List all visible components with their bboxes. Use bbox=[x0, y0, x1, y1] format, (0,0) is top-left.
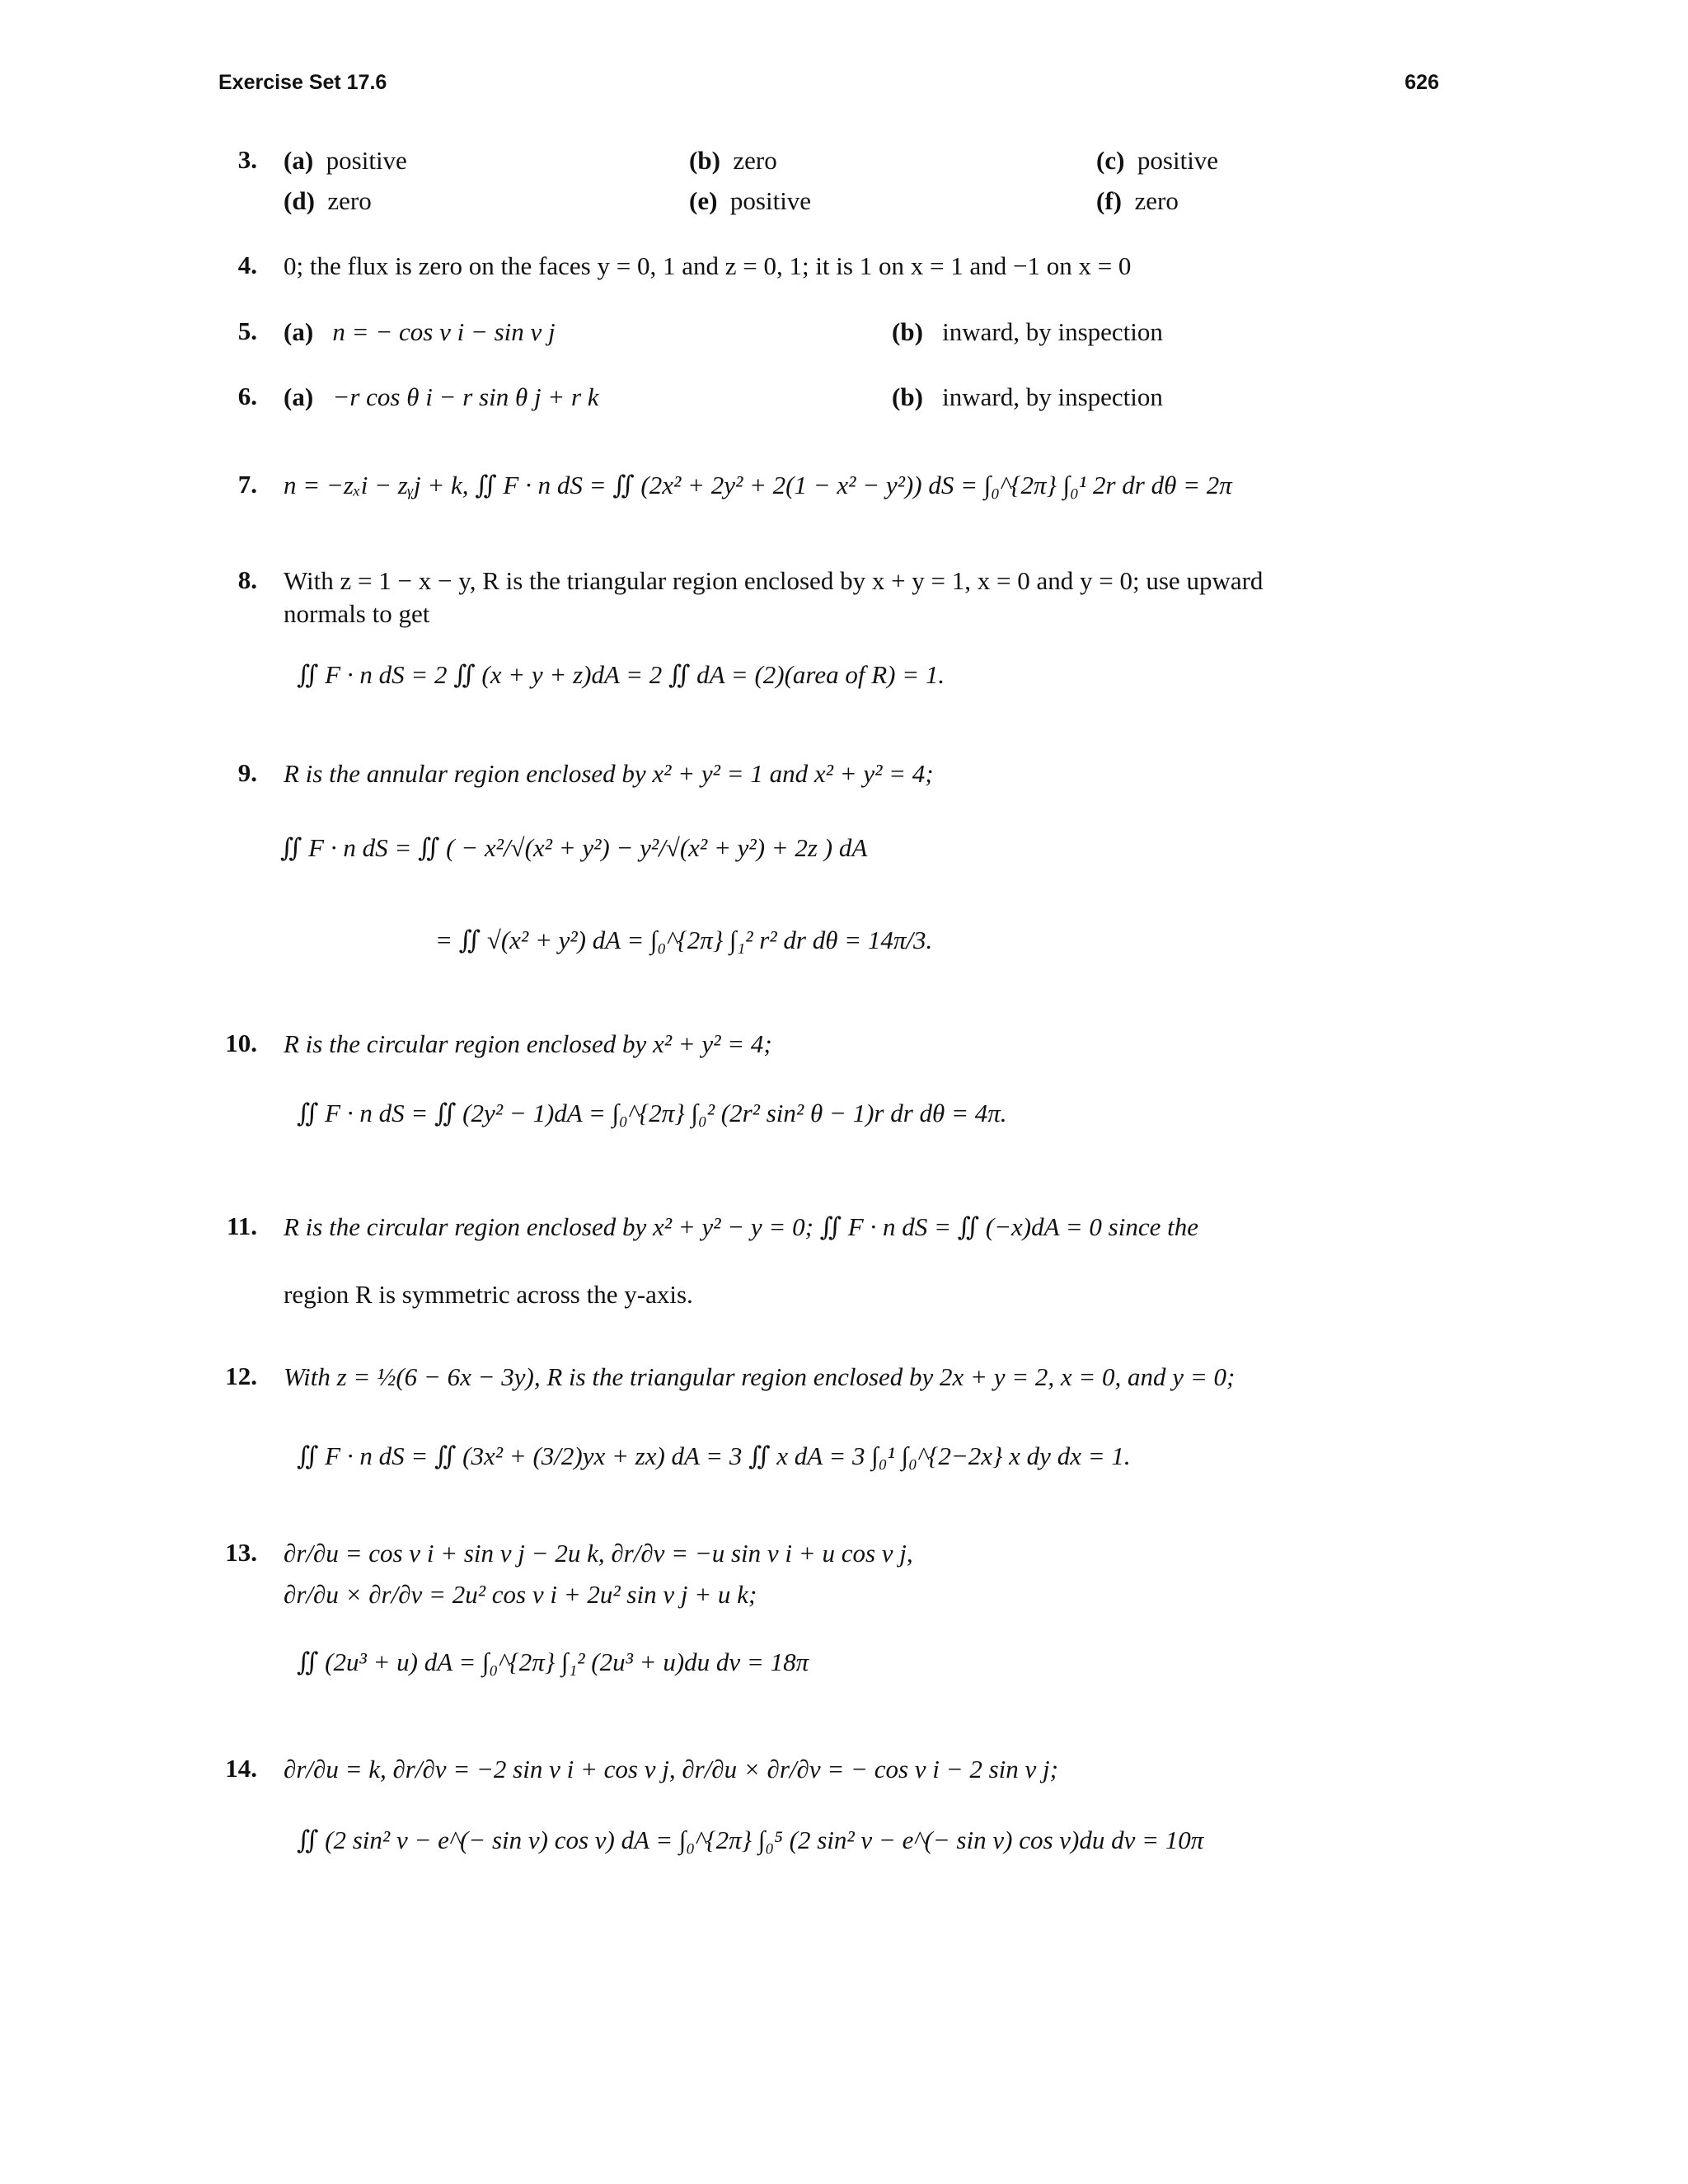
answer-equation: ∬ (2 sin² v − e^(− sin v) cos v) dA = ∫₀^{2π} ∫₀⁵ (2 sin² v − e^(− sin v) cos v)du dv = 10π bbox=[297, 1825, 1204, 1854]
exercise-number: 13. bbox=[225, 1538, 257, 1567]
answer-text: region R is symmetric across the y-axis. bbox=[284, 1280, 693, 1309]
answer-equation: n = −zₓi − zᵧj + k, ∬ F · n dS = ∬ (2x² + 2y² + 2(1 − x² − y²)) dS = ∫₀^{2π} ∫₀¹ 2r dr dθ = 2π bbox=[284, 471, 1232, 499]
page-header bbox=[218, 71, 1439, 104]
answer-text: R is the circular region enclosed by x² + y² − y = 0; ∬ F · n dS = ∬ (−x)dA = 0 since the bbox=[284, 1212, 1198, 1241]
exercise-number: 11. bbox=[226, 1212, 257, 1240]
answer-equation: = ∬ √(x² + y²) dA = ∫₀^{2π} ∫₁² r² dr dθ = 14π/3. bbox=[435, 926, 933, 954]
answer-3d: (d) zero bbox=[284, 186, 372, 215]
answer-text: ∂r/∂u = cos v i + sin v j − 2u k, ∂r/∂v = −u sin v i + u cos v j, bbox=[284, 1539, 913, 1568]
exercise-number: 4. bbox=[237, 251, 257, 279]
exercise-number: 12. bbox=[225, 1361, 257, 1390]
exercise-number: 10. bbox=[225, 1029, 257, 1057]
answer-text: ∂r/∂u × ∂r/∂v = 2u² cos v i + 2u² sin v j + u k; bbox=[284, 1580, 757, 1609]
answer-3b: (b) zero bbox=[689, 146, 777, 175]
answer-equation: ∬ F · n dS = ∬ (3x² + (3/2)yx + zx) dA = 3 ∬ x dA = 3 ∫₀¹ ∫₀^{2−2x} x dy dx = 1. bbox=[297, 1441, 1131, 1470]
answer-3c: (c) positive bbox=[1096, 146, 1219, 175]
answer-text: normals to get bbox=[284, 599, 430, 628]
answer-3e: (e) positive bbox=[689, 186, 812, 215]
exercise-number: 5. bbox=[237, 316, 257, 345]
answer-3f: (f) zero bbox=[1096, 186, 1179, 215]
answer-text: With z = 1 − x − y, R is the triangular region enclosed by x + y = 1, x = 0 and y = 0; use upward bbox=[284, 566, 1264, 595]
answer-equation: ∬ F · n dS = ∬ (2y² − 1)dA = ∫₀^{2π} ∫₀² (2r² sin² θ − 1)r dr dθ = 4π. bbox=[297, 1099, 1007, 1127]
exercise-number: 6. bbox=[237, 382, 257, 410]
answer-text: R is the annular region enclosed by x² + y² = 1 and x² + y² = 4; bbox=[284, 759, 934, 788]
answer-text: ∂r/∂u = k, ∂r/∂v = −2 sin v i + cos v j, ∂r/∂u × ∂r/∂v = − cos v i − 2 sin v j; bbox=[284, 1755, 1058, 1783]
exercise-number: 8. bbox=[237, 565, 257, 594]
answer-equation: ∬ (2u³ + u) dA = ∫₀^{2π} ∫₁² (2u³ + u)du dv = 18π bbox=[297, 1647, 809, 1676]
exercise-number: 14. bbox=[225, 1754, 257, 1783]
page-number: 626 bbox=[1404, 71, 1439, 94]
exercise-number: 9. bbox=[237, 758, 257, 787]
answer-5a: (a) n = − cos v i − sin v j bbox=[284, 317, 556, 346]
answer-text: 0; the flux is zero on the faces y = 0, 1 and z = 0, 1; it is 1 on x = 1 and −1 on x = 0 bbox=[284, 251, 1132, 280]
answer-6a: (a) −r cos θ i − r sin θ j + r k bbox=[284, 382, 599, 411]
answer-6b: (b) inward, by inspection bbox=[892, 382, 1163, 411]
answer-equation: ∬ F · n dS = ∬ ( − x²/√(x² + y²) − y²/√(x² + y²) + 2z ) dA bbox=[280, 833, 868, 862]
answer-text: R is the circular region enclosed by x² + y² = 4; bbox=[284, 1029, 772, 1058]
answer-text: With z = ½(6 − 6x − 3y), R is the triangular region enclosed by 2x + y = 2, x = 0, and y = 0; bbox=[284, 1362, 1236, 1391]
answer-5b: (b) inward, by inspection bbox=[892, 317, 1163, 346]
exercise-number: 3. bbox=[237, 145, 257, 174]
section-title: Exercise Set 17.6 bbox=[218, 71, 387, 94]
exercise-number: 7. bbox=[237, 470, 257, 499]
answer-equation: ∬ F · n dS = 2 ∬ (x + y + z)dA = 2 ∬ dA = (2)(area of R) = 1. bbox=[297, 660, 945, 689]
answer-3a: (a) positive bbox=[284, 146, 407, 175]
